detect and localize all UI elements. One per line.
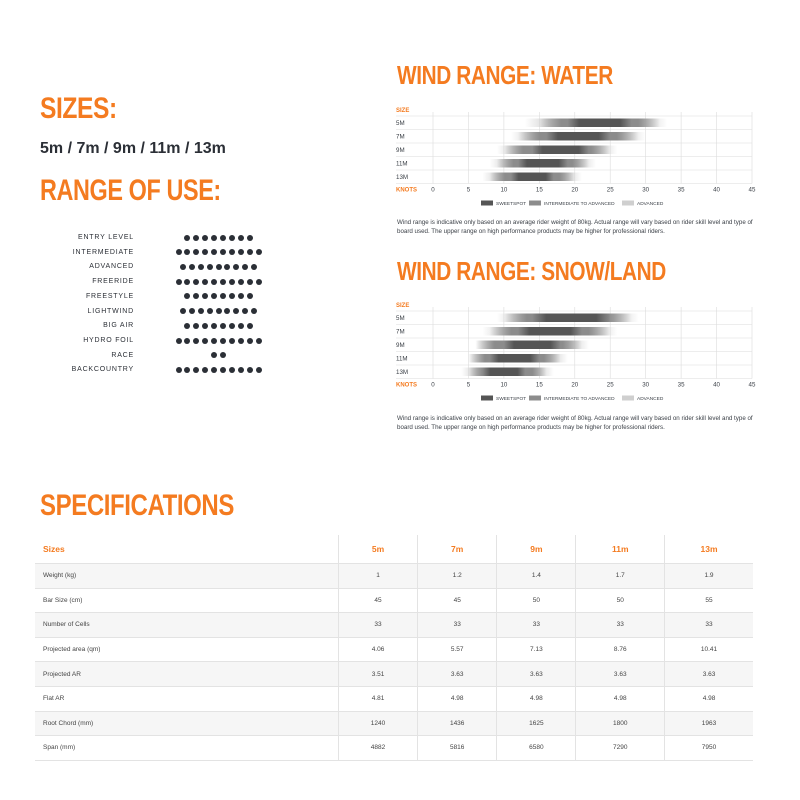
- rating-dot-icon: [238, 279, 244, 285]
- x-tick-label: 10: [500, 381, 508, 389]
- rating-dot-icon: [242, 264, 248, 270]
- rating-dot-icon: [184, 235, 190, 241]
- size-category-label: 13M: [396, 368, 409, 376]
- rating-dot-icon: [220, 323, 226, 329]
- rating-dot-icon: [220, 367, 226, 373]
- rating-dot-icon: [238, 338, 244, 344]
- range-of-use-label: LIGHTWIND: [87, 307, 134, 315]
- spec-cell: 3.63: [418, 662, 497, 687]
- size-category-label: 9M: [396, 146, 405, 154]
- axis-knots-label: KNOTS: [396, 382, 417, 389]
- x-tick-label: 30: [642, 186, 650, 194]
- spec-cell: 3.51: [338, 662, 417, 687]
- wind-range-snow-chart: [396, 298, 756, 428]
- rating-dot-icon: [224, 308, 230, 314]
- rating-dot-icon: [247, 235, 253, 241]
- spec-cell: 1240: [338, 711, 417, 736]
- spec-cell: Bar Size (cm): [35, 588, 338, 613]
- table-row: [35, 564, 753, 589]
- specifications-header-row: [35, 535, 753, 564]
- rating-dot-icon: [211, 249, 217, 255]
- rating-dot-icon: [193, 249, 199, 255]
- rating-dot-icon: [193, 279, 199, 285]
- rating-dot-icon: [193, 338, 199, 344]
- spec-cell: 3.63: [576, 662, 665, 687]
- rating-dot-icon: [247, 323, 253, 329]
- spec-cell: 1.7: [576, 564, 665, 589]
- x-tick-label: 40: [713, 186, 721, 194]
- rating-dot-icon: [229, 279, 235, 285]
- x-tick-label: 15: [535, 186, 543, 194]
- table-row: [35, 736, 753, 761]
- rating-dot-icon: [202, 323, 208, 329]
- spec-cell: Weight (kg): [35, 564, 338, 589]
- range-of-use-rating: [180, 304, 260, 319]
- wind-range-bar: [568, 119, 632, 128]
- spec-cell: 6580: [497, 736, 576, 761]
- rating-dot-icon: [242, 308, 248, 314]
- legend-label: SWEETSPOT: [496, 202, 527, 207]
- rating-dot-icon: [229, 323, 235, 329]
- legend-swatch: [481, 396, 493, 401]
- range-of-use-label: ADVANCED: [89, 263, 134, 271]
- spec-cell: 1.9: [665, 564, 753, 589]
- rating-dot-icon: [202, 293, 208, 299]
- x-tick-label: 20: [571, 186, 579, 194]
- x-tick-label: 40: [713, 381, 721, 389]
- rating-dot-icon: [207, 308, 213, 314]
- rating-dot-icon: [247, 293, 253, 299]
- rating-dot-icon: [256, 279, 262, 285]
- spec-cell: 1436: [418, 711, 497, 736]
- spec-cell: 10.41: [665, 637, 753, 662]
- rating-dot-icon: [229, 367, 235, 373]
- rating-dot-icon: [211, 323, 217, 329]
- spec-cell: 4.81: [338, 686, 417, 711]
- x-tick-label: 45: [748, 186, 756, 194]
- legend-label: ADVANCED: [637, 202, 664, 207]
- table-row: [35, 711, 753, 736]
- x-tick-label: 35: [677, 381, 685, 389]
- size-category-label: 7M: [396, 133, 405, 141]
- range-of-use-label: INTERMEDIATE: [72, 248, 134, 256]
- rating-dot-icon: [198, 308, 204, 314]
- range-of-use-rating: [180, 259, 260, 274]
- rating-dot-icon: [256, 367, 262, 373]
- wind-range-bar: [490, 354, 540, 363]
- x-tick-label: 45: [748, 381, 756, 389]
- rating-dot-icon: [229, 293, 235, 299]
- rating-dot-icon: [202, 235, 208, 241]
- rating-dot-icon: [247, 367, 253, 373]
- axis-size-label: SIZE: [396, 303, 410, 309]
- range-of-use-label: ENTRY LEVEL: [77, 234, 134, 241]
- x-tick-label: 35: [677, 186, 685, 194]
- rating-dot-icon: [224, 264, 230, 270]
- spec-cell: 1: [338, 564, 417, 589]
- wind-range-snow-caption: Wind range is indicative only based on an average rider weight of 80kg. Actual range will vary based on rider skill level and type of board used. The upper range on high performance products may be higher for professional riders.: [397, 415, 753, 431]
- rating-dot-icon: [184, 367, 190, 373]
- spec-cell: 33: [576, 613, 665, 638]
- rating-dot-icon: [256, 338, 262, 344]
- rating-dot-icon: [193, 235, 199, 241]
- x-tick-label: 15: [535, 381, 543, 389]
- rating-dot-icon: [229, 235, 235, 241]
- rating-dot-icon: [220, 249, 226, 255]
- rating-dot-icon: [207, 264, 213, 270]
- rating-dot-icon: [216, 308, 222, 314]
- spec-cell: 4.98: [665, 686, 753, 711]
- rating-dot-icon: [184, 293, 190, 299]
- spec-cell: 45: [338, 588, 417, 613]
- spec-cell: 8.76: [576, 637, 665, 662]
- range-of-use-rating: [184, 318, 255, 333]
- rating-dot-icon: [251, 264, 257, 270]
- spec-cell: 5.57: [418, 637, 497, 662]
- wind-range-bar: [532, 314, 610, 323]
- legend-label: INTERMEDIATE TO ADVANCED: [544, 397, 615, 402]
- size-category-label: 9M: [396, 341, 405, 349]
- x-tick-label: 25: [606, 186, 614, 194]
- wind-range-water-caption: Wind range is indicative only based on an average rider weight of 80kg. Actual range will vary based on rider skill level and type of board used. The upper range on high performance products may be higher for professional riders.: [397, 219, 753, 235]
- spec-cell: Projected area (qm): [35, 637, 338, 662]
- spec-cell: 1.2: [418, 564, 497, 589]
- rating-dot-icon: [211, 279, 217, 285]
- rating-dot-icon: [229, 338, 235, 344]
- rating-dot-icon: [220, 293, 226, 299]
- sizes-heading: SIZES:: [40, 92, 117, 125]
- spec-cell: Root Chord (mm): [35, 711, 338, 736]
- x-tick-label: 0: [431, 186, 435, 194]
- spec-cell: 1800: [576, 711, 665, 736]
- spec-cell: 50: [576, 588, 665, 613]
- rating-dot-icon: [211, 352, 217, 358]
- range-of-use-rating: [176, 362, 265, 377]
- rating-dot-icon: [202, 249, 208, 255]
- legend-swatch: [529, 396, 541, 401]
- range-of-use-rating: [211, 348, 229, 363]
- rating-dot-icon: [189, 308, 195, 314]
- wind-range-bar: [504, 341, 561, 350]
- rating-dot-icon: [247, 338, 253, 344]
- rating-dot-icon: [176, 249, 182, 255]
- rating-dot-icon: [229, 249, 235, 255]
- rating-dot-icon: [202, 338, 208, 344]
- specifications-table: [35, 535, 753, 761]
- rating-dot-icon: [211, 293, 217, 299]
- range-of-use-label: FREESTYLE: [85, 292, 134, 300]
- rating-dot-icon: [184, 249, 190, 255]
- rating-dot-icon: [184, 323, 190, 329]
- rating-dot-icon: [176, 367, 182, 373]
- wind-range-water-heading: WIND RANGE: WATER: [397, 60, 613, 90]
- rating-dot-icon: [184, 338, 190, 344]
- x-tick-label: 5: [466, 381, 471, 389]
- spec-cell: Span (mm): [35, 736, 338, 761]
- rating-dot-icon: [247, 249, 253, 255]
- wind-range-snow-heading: WIND RANGE: SNOW/LAND: [397, 256, 666, 286]
- rating-dot-icon: [247, 279, 253, 285]
- wind-range-bar: [532, 146, 589, 155]
- spec-cell: 7290: [576, 736, 665, 761]
- x-tick-label: 0: [431, 381, 435, 389]
- spec-cell: 5816: [418, 736, 497, 761]
- table-row: [35, 637, 753, 662]
- rating-dot-icon: [211, 338, 217, 344]
- wind-range-water-chart: [396, 103, 756, 233]
- rating-dot-icon: [202, 279, 208, 285]
- specifications-heading: SPECIFICATIONS: [40, 489, 234, 522]
- spec-cell: 4.06: [338, 637, 417, 662]
- rating-dot-icon: [184, 279, 190, 285]
- size-category-label: 5M: [396, 119, 405, 127]
- spec-cell: 4.98: [576, 686, 665, 711]
- x-tick-label: 30: [642, 381, 650, 389]
- size-category-label: 11M: [396, 160, 408, 168]
- rating-dot-icon: [216, 264, 222, 270]
- legend-swatch: [529, 201, 541, 206]
- rating-dot-icon: [176, 279, 182, 285]
- wind-range-bar: [511, 173, 554, 182]
- rating-dot-icon: [238, 323, 244, 329]
- spec-cell: 4.98: [418, 686, 497, 711]
- rating-dot-icon: [211, 367, 217, 373]
- spec-cell: 4882: [338, 736, 417, 761]
- range-of-use-rating: [176, 333, 265, 348]
- rating-dot-icon: [220, 352, 226, 358]
- rating-dot-icon: [238, 249, 244, 255]
- table-row: [35, 662, 753, 687]
- wind-range-chart-svg: [396, 103, 756, 218]
- legend-swatch: [622, 396, 634, 401]
- spec-cell: Projected AR: [35, 662, 338, 687]
- rating-dot-icon: [193, 367, 199, 373]
- legend-label: INTERMEDIATE TO ADVANCED: [544, 202, 615, 207]
- spec-column-header: 9m: [497, 535, 576, 564]
- spec-cell: 4.98: [497, 686, 576, 711]
- table-row: [35, 686, 753, 711]
- spec-column-header: 7m: [418, 535, 497, 564]
- range-of-use-label: RACE: [111, 351, 134, 359]
- rating-dot-icon: [238, 367, 244, 373]
- wind-range-bar: [518, 327, 582, 336]
- spec-cell: 33: [418, 613, 497, 638]
- rating-dot-icon: [198, 264, 204, 270]
- spec-column-header: Sizes: [35, 535, 338, 564]
- x-tick-label: 10: [500, 186, 508, 194]
- rating-dot-icon: [220, 338, 226, 344]
- x-tick-label: 5: [466, 186, 471, 194]
- spec-cell: 3.63: [665, 662, 753, 687]
- sizes-list: 5m / 7m / 9m / 11m / 13m: [40, 140, 226, 157]
- rating-dot-icon: [211, 235, 217, 241]
- spec-cell: 7.13: [497, 637, 576, 662]
- range-of-use-rating: [184, 230, 255, 245]
- wind-range-bar: [546, 132, 610, 141]
- spec-column-header: 5m: [338, 535, 417, 564]
- size-category-label: 11M: [396, 355, 408, 363]
- range-of-use-label: HYDRO FOIL: [83, 336, 134, 344]
- range-of-use-label: BIG AIR: [103, 322, 134, 330]
- rating-dot-icon: [220, 235, 226, 241]
- rating-dot-icon: [238, 235, 244, 241]
- size-category-label: 5M: [396, 314, 405, 322]
- rating-dot-icon: [256, 249, 262, 255]
- legend-label: SWEETSPOT: [496, 397, 527, 402]
- spec-cell: Flat AR: [35, 686, 338, 711]
- range-of-use-heading: RANGE OF USE:: [40, 174, 221, 207]
- wind-range-bar: [483, 368, 526, 377]
- range-of-use-label: FREERIDE: [92, 278, 134, 286]
- table-row: [35, 588, 753, 613]
- spec-cell: Number of Cells: [35, 613, 338, 638]
- wind-range-bar: [518, 159, 568, 168]
- rating-dot-icon: [193, 293, 199, 299]
- table-row: [35, 613, 753, 638]
- spec-cell: 33: [665, 613, 753, 638]
- spec-cell: 1625: [497, 711, 576, 736]
- rating-dot-icon: [251, 308, 257, 314]
- range-of-use-label: BACKCOUNTRY: [71, 366, 134, 374]
- legend-swatch: [622, 201, 634, 206]
- spec-cell: 55: [665, 588, 753, 613]
- spec-column-header: 11m: [576, 535, 665, 564]
- axis-knots-label: KNOTS: [396, 187, 417, 194]
- rating-dot-icon: [189, 264, 195, 270]
- size-category-label: 7M: [396, 328, 405, 336]
- x-tick-label: 20: [571, 381, 579, 389]
- rating-dot-icon: [176, 338, 182, 344]
- spec-cell: 33: [497, 613, 576, 638]
- spec-cell: 50: [497, 588, 576, 613]
- spec-cell: 7950: [665, 736, 753, 761]
- rating-dot-icon: [180, 308, 186, 314]
- x-tick-label: 25: [606, 381, 614, 389]
- rating-dot-icon: [238, 293, 244, 299]
- legend-label: ADVANCED: [637, 397, 664, 402]
- size-category-label: 13M: [396, 173, 409, 181]
- range-of-use-rating: [184, 289, 255, 304]
- spec-cell: 33: [338, 613, 417, 638]
- spec-cell: 45: [418, 588, 497, 613]
- spec-column-header: 13m: [665, 535, 753, 564]
- rating-dot-icon: [233, 264, 239, 270]
- rating-dot-icon: [233, 308, 239, 314]
- legend-swatch: [481, 201, 493, 206]
- spec-cell: 1963: [665, 711, 753, 736]
- range-of-use-rating: [176, 274, 265, 289]
- spec-cell: 3.63: [497, 662, 576, 687]
- range-of-use-rating: [176, 245, 265, 260]
- wind-range-chart-svg: [396, 298, 756, 413]
- spec-cell: 1.4: [497, 564, 576, 589]
- rating-dot-icon: [193, 323, 199, 329]
- rating-dot-icon: [202, 367, 208, 373]
- rating-dot-icon: [180, 264, 186, 270]
- axis-size-label: SIZE: [396, 108, 410, 114]
- rating-dot-icon: [220, 279, 226, 285]
